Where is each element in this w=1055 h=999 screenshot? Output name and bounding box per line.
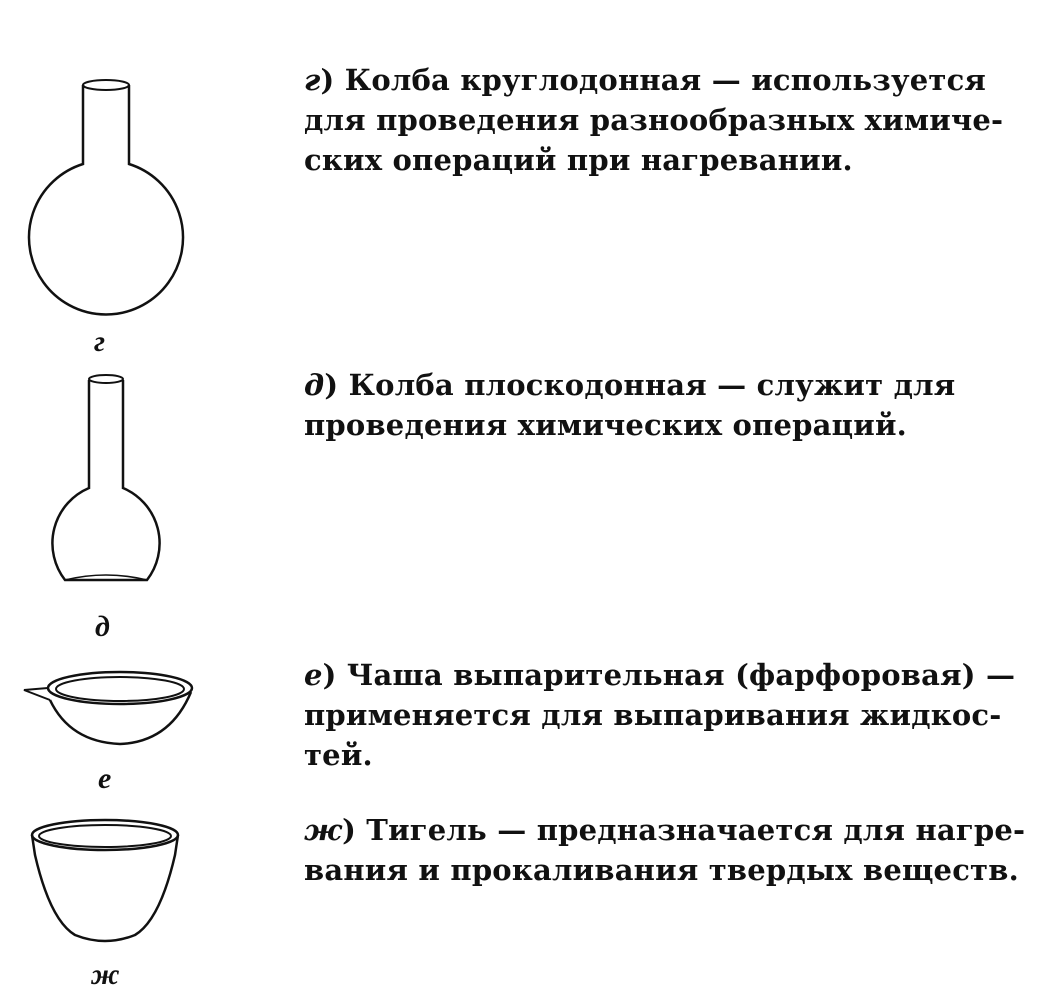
description-zh bbox=[304, 810, 1025, 890]
description-e bbox=[304, 655, 1015, 775]
item-letter: д bbox=[304, 368, 325, 402]
text-line bbox=[304, 655, 1015, 695]
text-line: для проведения разнообразных химиче- bbox=[304, 103, 1004, 137]
evaporating-dish-icon bbox=[20, 660, 200, 755]
flat-bottom-flask-icon bbox=[35, 370, 185, 595]
crucible-icon bbox=[25, 810, 185, 950]
text-line: проведения химических операций. bbox=[304, 408, 907, 442]
figure-caption-d: д bbox=[95, 610, 110, 643]
text-line bbox=[304, 365, 955, 405]
text-line bbox=[304, 60, 1003, 100]
text-line: применяется для выпаривания жидкос- bbox=[304, 698, 1002, 732]
round-bottom-flask-icon bbox=[25, 72, 195, 322]
text-line: тей. bbox=[304, 738, 373, 772]
text-line: вания и прокаливания твердых веществ. bbox=[304, 853, 1019, 887]
figure-caption-zh: ж bbox=[91, 958, 120, 991]
description-d bbox=[304, 365, 955, 445]
text-line-content: ) Колба круглодонная — используется bbox=[320, 63, 987, 97]
item-letter: ж bbox=[304, 813, 343, 847]
item-letter: г bbox=[304, 63, 321, 97]
item-letter: е bbox=[304, 658, 323, 692]
description-g bbox=[304, 60, 1003, 180]
text-line: ских операций при нагревании. bbox=[304, 143, 853, 177]
figure-caption-g: г bbox=[94, 325, 106, 358]
text-line-content: ) Тигель — предназначается для нагре- bbox=[342, 813, 1026, 847]
text-line-content: ) Колба плоскодонная — служит для bbox=[324, 368, 956, 402]
text-line-content: ) Чаша выпарительная (фарфоровая) — bbox=[322, 658, 1016, 692]
figure-caption-e: е bbox=[98, 762, 112, 795]
text-line bbox=[304, 810, 1025, 850]
